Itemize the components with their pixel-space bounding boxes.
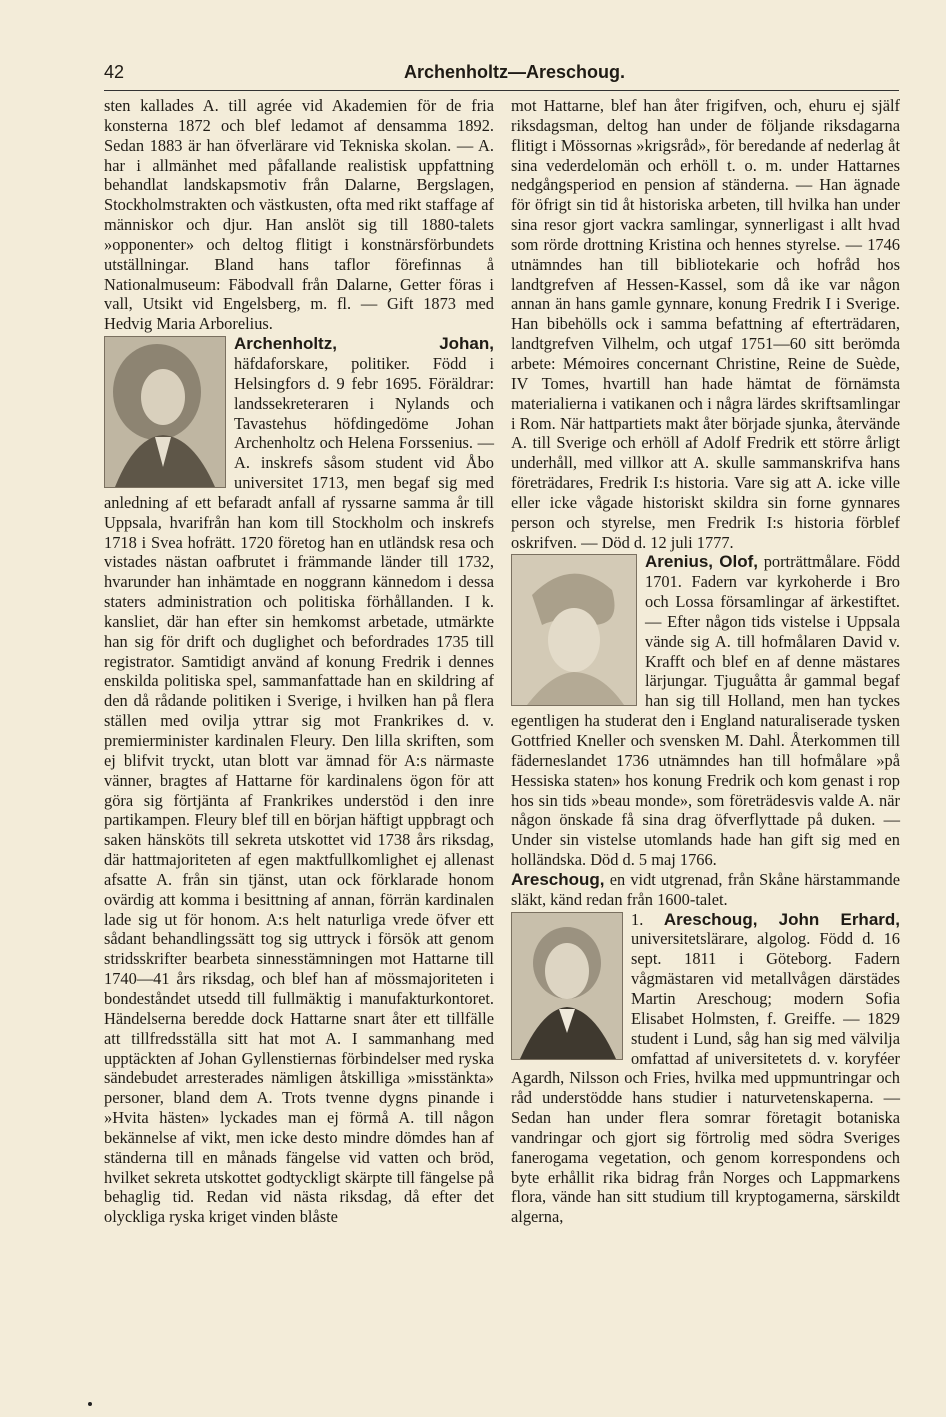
john-areschoug-heading: Areschoug, John Erhard, — [663, 909, 900, 929]
archenholtz-portrait — [104, 336, 226, 488]
portrait-sketch-icon — [512, 555, 636, 705]
john-areschoug-portrait — [511, 912, 623, 1060]
areschoug-text: en vidt utgrenad, från Skåne härstammande släkt, känd redan från 1600-talet. — [511, 869, 900, 909]
entry-number: 1. — [631, 909, 644, 929]
john-areschoug-text: universitetslärare, algolog. Född d. 16 sept. 1811 i Göteborg. Fadern vågmästaren vid metallvågen därstädes Martin Areschoug; modern Sofia Elisabet Holmsten, f. Greiffe. — 1829 student i Lund, såg han sig med välvilja omfattad af universitetets d. v. koryféer Agardh, Nilsson och Fries, hvilka med uppmuntringar och råd understödde hans studier i naturvetenskaperna. — Sedan han under flera somrar företagit botaniska vandringar och gjort sig förtrolig med södra Sveriges fanerogama vegetation, och genom korrespondens och byte erhållit rika bidrag från Norges och Lappmarkens flora, vände han sitt studium till kryptogamerna, särskildt algerna, — [511, 929, 900, 1227]
archenholtz-entry — [104, 334, 494, 1227]
archenholtz-heading: Archenholtz, Johan, — [234, 334, 494, 354]
page-header — [104, 60, 899, 88]
john-areschoug-entry — [511, 910, 900, 1228]
archenholtz-text: häfdaforskare, politiker. Född i Helsingfors d. 9 febr 1695. Föräldrar: landssekreteraren i Nylands och Tavastehus höfdingedöme Johan Archenholtz och Helena Forssenius. — A. inskrefs såsom student vid Åbo universitet 1713, men begaf sig med anledning af ett befaradt anfall af ryssarne samma år till Uppsala, hvarifrån han kom till Stockholm och inskrefs 1718 i Svea hofrätt. 1720 företog han en utländsk resa och vistades nästan oafbrutet i främmande länder till 1732, hvarunder han inhämtade en noggrann kännedom i dessa staters administration och politiska förhållanden. I k. kansliet, där han efter sin hemkomst arbetade, utmärkte han sig för drift och duglighet och befordrades 1735 till registrator. Samtidigt använd af konung Fredrik i dennes enskilda politiska spel, sammanfattade han en skildring af den då rådande politiken i Sverige, i hvilken han på flera ställen med ovilja yttrar sig mot Frankrikes d. v. premierminister kardinalen Fleury. Den lilla skriften, som ej blifvit tryckt, utan blott var ämnad för A:s närmaste vänner, bragtes af Hattarne för kardinalens ögon för att göra sig förtjänta af Frankrikes understöd i den inre partikampen. Fleury blef till en början häftigt uppbragt och saken hänsköts till sekreta utskottet vid 1738 års riksdag, där hattmajoriteten af egen maktfullkomlighet ej allenast afsatte A. från sin tjänst, utan ock förklarade honom ovärdig att komma i besittning af annan, förrän kardinalen lade sig ut för honom. A:s helt naturliga vrede öfver ett sådant behandlingssätt tog sig uttryck i försök att genom stridsskrifter bearbeta sinnesstämningen mot Hattarne till 1740—41 års riksdag, och blef han af mössmajoriteten i bondeståndet utsedd till fullmäktig i manufakturkontoret. Händelserna beredde dock Hattarne snart åter ett tillfälle att tillfredsställa sitt hat mot A. I sammanhang med upptäckten af Johan Gyllenstiernas förbindelser med ryska sändebudet arresterades nämligen åtskilliga »misstänkta» personer, bland dem A. Trots tvenne dygns pinande i »Hvita hästen» lyckades man ej förmå A. till någon bekännelse af vikt, men icke desto mindre dömdes han af ständerna till en månads fängelse vid vatten och bröd, hvilket sekreta utskottet godtyckligt skärpte till fängelse på behaglig tid. Redan vid nästa riksdag, då efter det olyckliga ryska kriget vinden blåste — [104, 353, 494, 1227]
arenius-portrait — [511, 554, 637, 706]
intro-paragraph: sten kallades A. till agrée vid Akademien för de fria konsterna 1872 och blef ledamot af densamma 1892. Sedan 1883 är han öfverlärare vid Tekniska skolan. — A. har i allmänhet med påfallande realistisk uppfattning behandlat landskapsmotiv från Dalarne, Bergslagen, Stockholmstrakten och västkusten, ofta med rikt staffage af människor och djur. Han anslöt sig till 1880-talets »opponenter» och deltog flitigt i konstnärsförbundets utställningar. Bland hans taflor förefinnas å Nationalmuseum: Fäbodvall från Dalarne, Getter föras i vall, Utsikt vid Engelsberg, m. fl. — Gift 1873 med Hedvig Maria Arborelius. — [104, 96, 494, 334]
left-column — [104, 96, 494, 1227]
margin-dot — [88, 1402, 92, 1406]
portrait-photo-icon — [512, 913, 622, 1059]
areschoug-entry — [511, 870, 900, 910]
arenius-heading: Arenius, Olof, — [645, 552, 759, 572]
right-column — [511, 96, 900, 1227]
portrait-engraving-icon — [105, 337, 225, 487]
areschoug-heading: Areschoug, — [511, 869, 605, 889]
page-number: 42 — [104, 62, 125, 82]
arenius-entry — [511, 552, 900, 870]
archenholtz-continued: mot Hattarne, blef han åter frigifven, och, ehuru ej själf riksdagsman, deltog han under de följande riksdagarna flitigt i Mössornas »krigsråd», för beredande af nederlag åt sina vederdelomän och erhöll t. o. m. under Hattarnes nedgångsperiod en pension af ständerna. — Han ägnade för öfrigt sin tid åt historiska arbeten, till hvilka han under sina resor gjort vackra samlingar, synnerligast i allt hvad som rörde drottning Kristina och hennes styrelse. — 1746 utnämndes han till bibliotekarie och hofråd hos landtgrefven af Hessen-Kassel, som då ike var någon annan än hans gamle gynnare, konung Fredrik I i Sverige. Han bibehölls ock i samma befattning af efterträdaren, landtgrefven Vilhelm, och utgaf 1751—60 sitt berömda arbete: Mémoires concernant Christine, Reine de Suède, IV Tomes, hvartill han hade hämtat de förnämsta materialierna i vatikanen och i några lärdes skriftsamlingar i Rom. När hattpartiets makt åter började sjunka, återvände A. till Sverige och erhöll af Adolf Fredrik ett större årligt underhåll, med villkor att A. skulle sammanskrifva hans företrädares, Fredrik I:s historia. Vare sig att A. icke ville eller icke vågade historiskt skildra sin forne gynnares person och styrelse, men Fredrik I:s historia förblef oskrifven. — Död d. 12 juli 1777. — [511, 96, 900, 552]
arenius-text: porträttmålare. Född 1701. Fadern var kyrkoherde i Bro och Lossa församlingar af ärkestiftet. — Efter någon tids vistelse i Uppsala vände sig A. till hofmålaren David v. Krafft och blef en af denne mästares lärjungar. Tjuguåtta år gammal begaf han sig till Holland, men han tyckes egentligen ha studerat den i England naturaliserade tysken Gottfried Kneller och svensken M. Dahl. Återkommen till fäderneslandet 1736 utnämndes han till hofmålare »på Hessiska staten» hos konung Fredrik och kom genast i rop hos sin tids »beau monde», som företrädesvis valde A. när någon önskade få sina drag öfverflyttade på duken. — Under sin vistelse utomlands hade han gift sig med en holländska. Död d. 5 maj 1766. — [511, 552, 900, 870]
running-head: Archenholtz—Areschoug. — [404, 62, 626, 82]
header-rule — [104, 90, 899, 91]
